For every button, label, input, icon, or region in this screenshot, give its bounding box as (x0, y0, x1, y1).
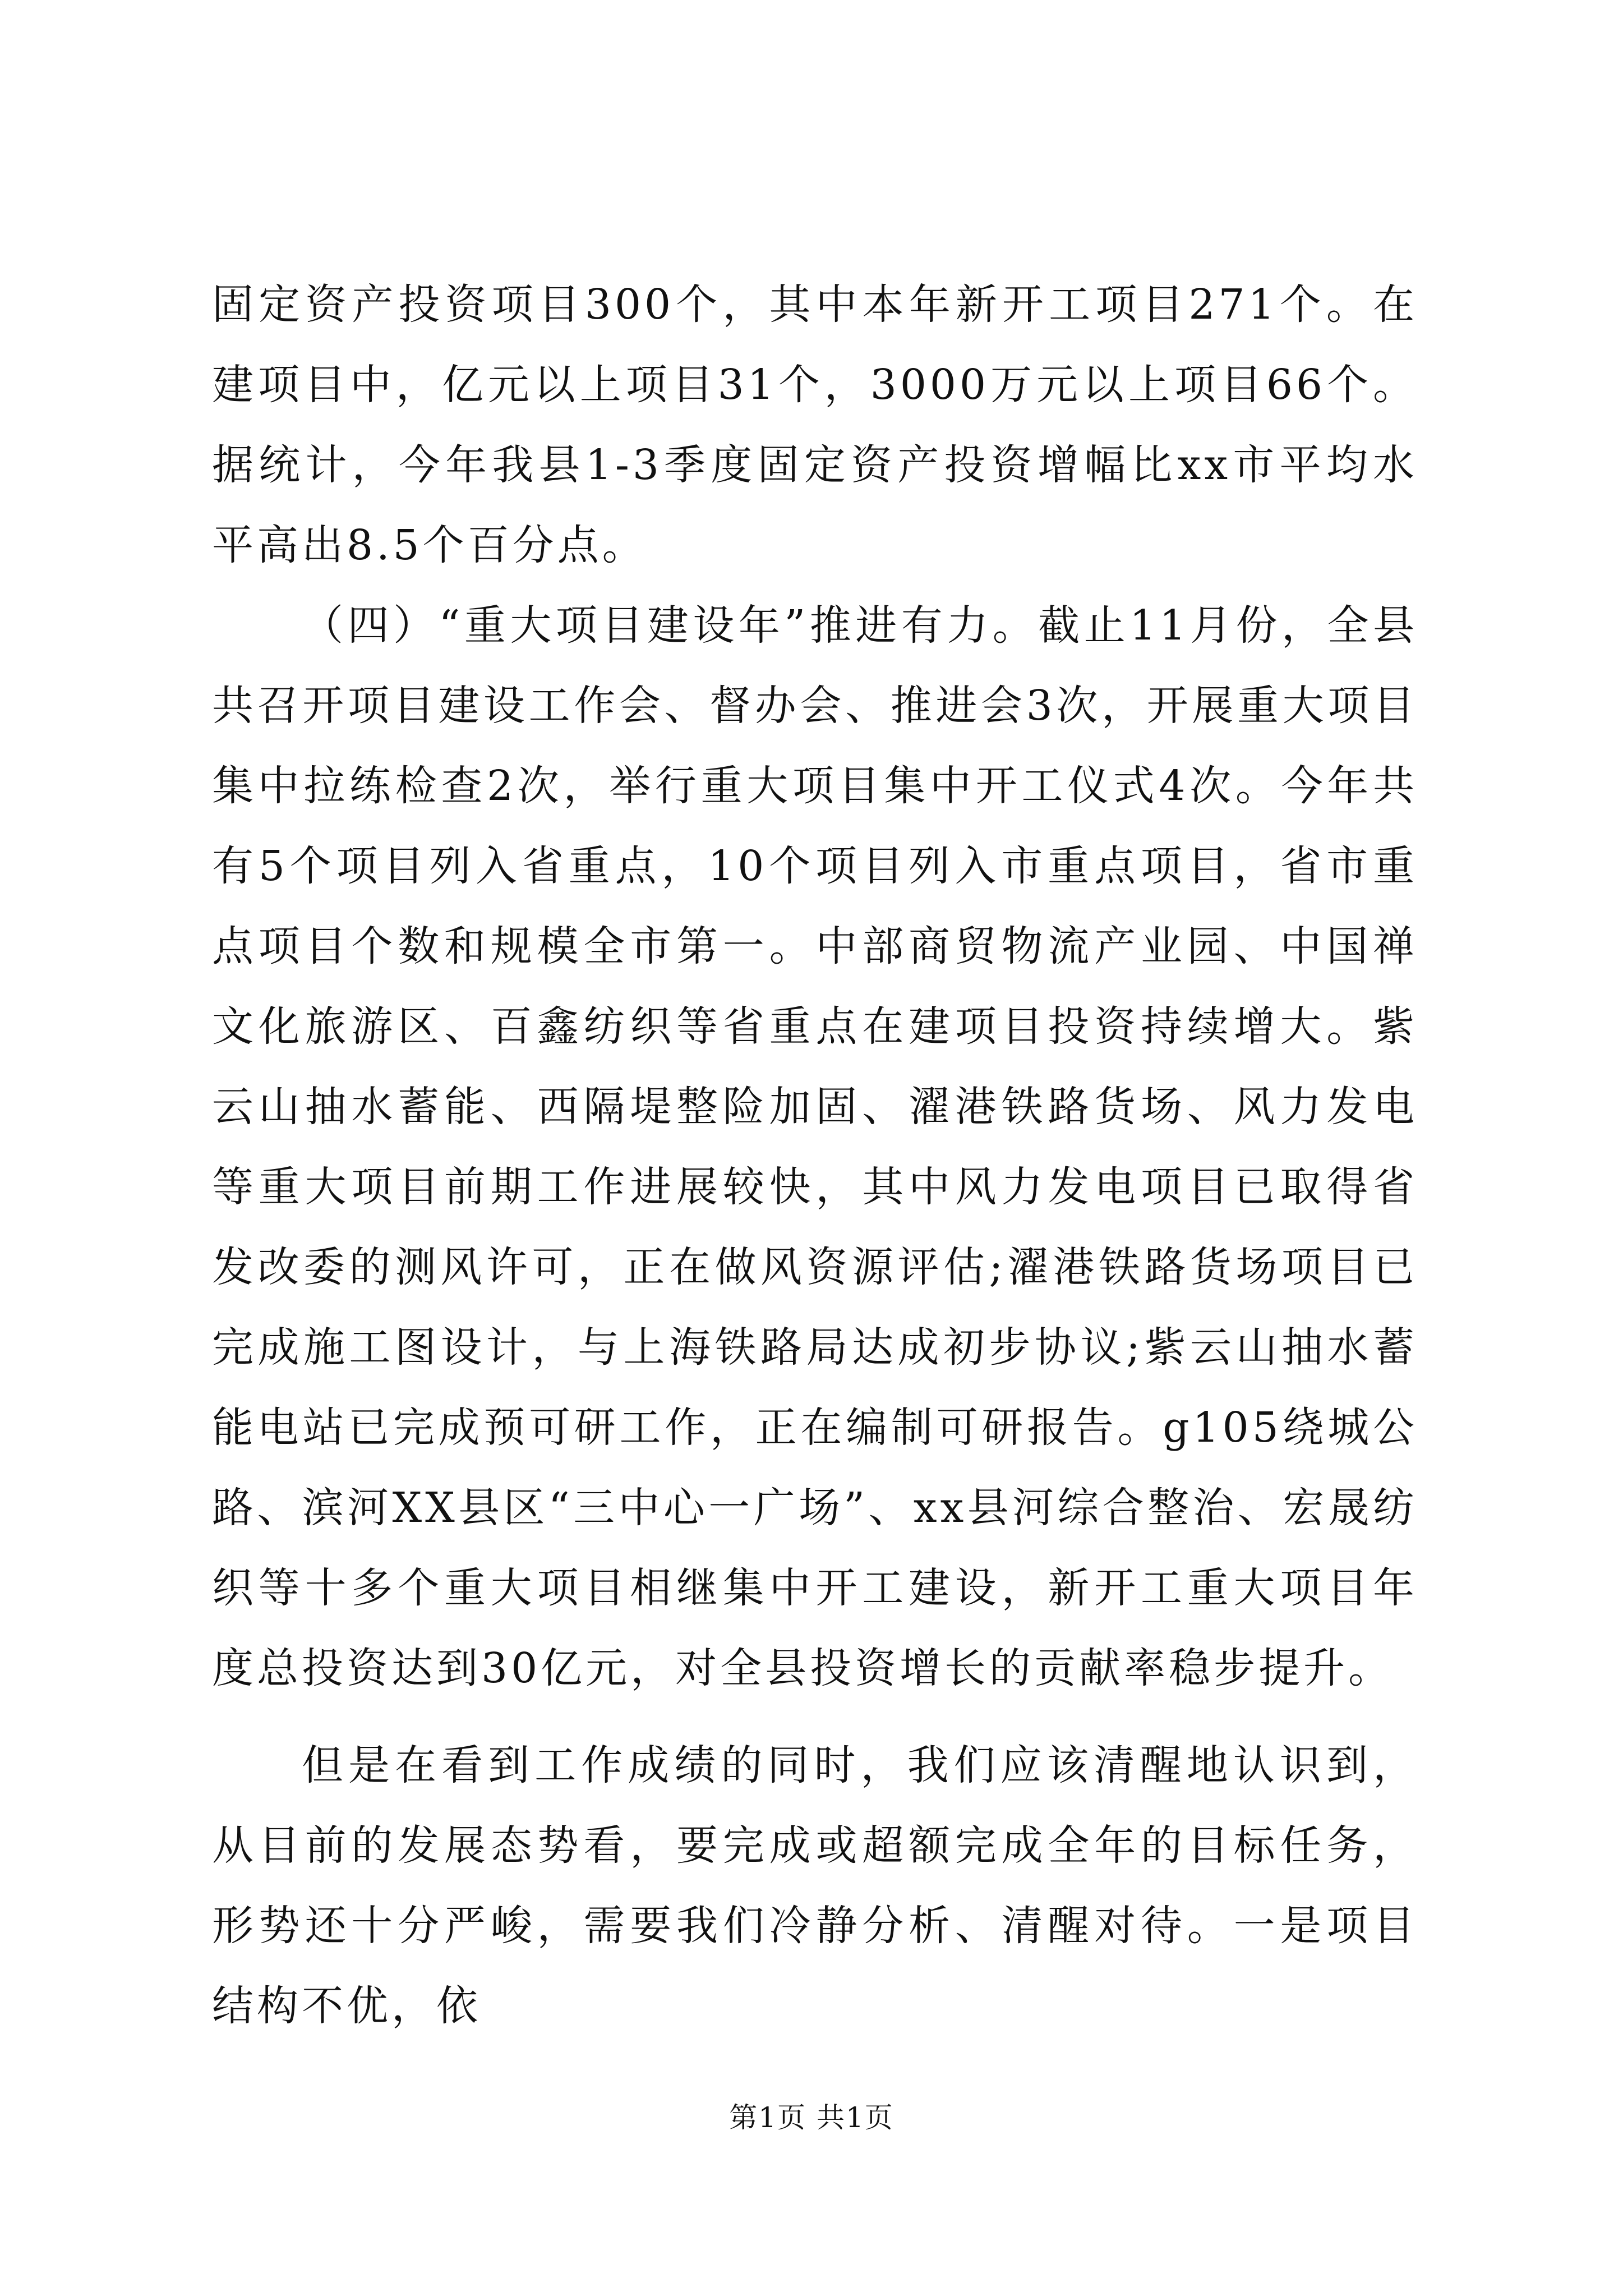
paragraph-investment-summary: 固定资产投资项目300个，其中本年新开工项目271个。在建项目中，亿元以上项目31个，3000万元以上项目66个。据统计，今年我县1-3季度固定资产投资增幅比xx市平均水平高出8.5个百分点。 (212, 280, 1418, 569)
paragraph-challenges: 但是在看到工作成绩的同时，我们应该清醒地认识到，从目前的发展态势看，要完成或超额完成全年的目标任务，形势还十分严峻，需要我们冷静分析、清醒对待。一是项目结构不优，依 (212, 1741, 1418, 2030)
paragraph-major-projects: （四）“重大项目建设年”推进有力。截止11月份，全县共召开项目建设工作会、督办会、推进会3次，开展重大项目集中拉练检查2次，举行重大项目集中开工仪式4次。今年共有5个项目列入省重点，10个项目列入市重点项目，省市重点项目个数和规模全市第一。中部商贸物流产业园、中国禅文化旅游区、百鑫纺织等省重点在建项目投资持续增大。紫云山抽水蓄能、西隔堤整险加固、濯港铁路货场、风力发电等重大项目前期工作进展较快，其中风力发电项目已取得省发改委的测风许可，正在做风资源评估;濯港铁路货场项目已完成施工图设计，与上海铁路局达成初步协议;紫云山抽水蓄能电站已完成预可研工作，正在编制可研报告。g105绕城公路、滨河XX县区“三中心一广场”、xx县河综合整治、宏晟纺织等十多个重大项目相继集中开工建设，新开工重大项目年度总投资达到30亿元，对全县投资增长的贡献率稳步提升。 (212, 601, 1418, 1692)
document-body (212, 265, 1418, 2046)
page-footer-number: 第1页 共1页 (729, 2101, 894, 2134)
